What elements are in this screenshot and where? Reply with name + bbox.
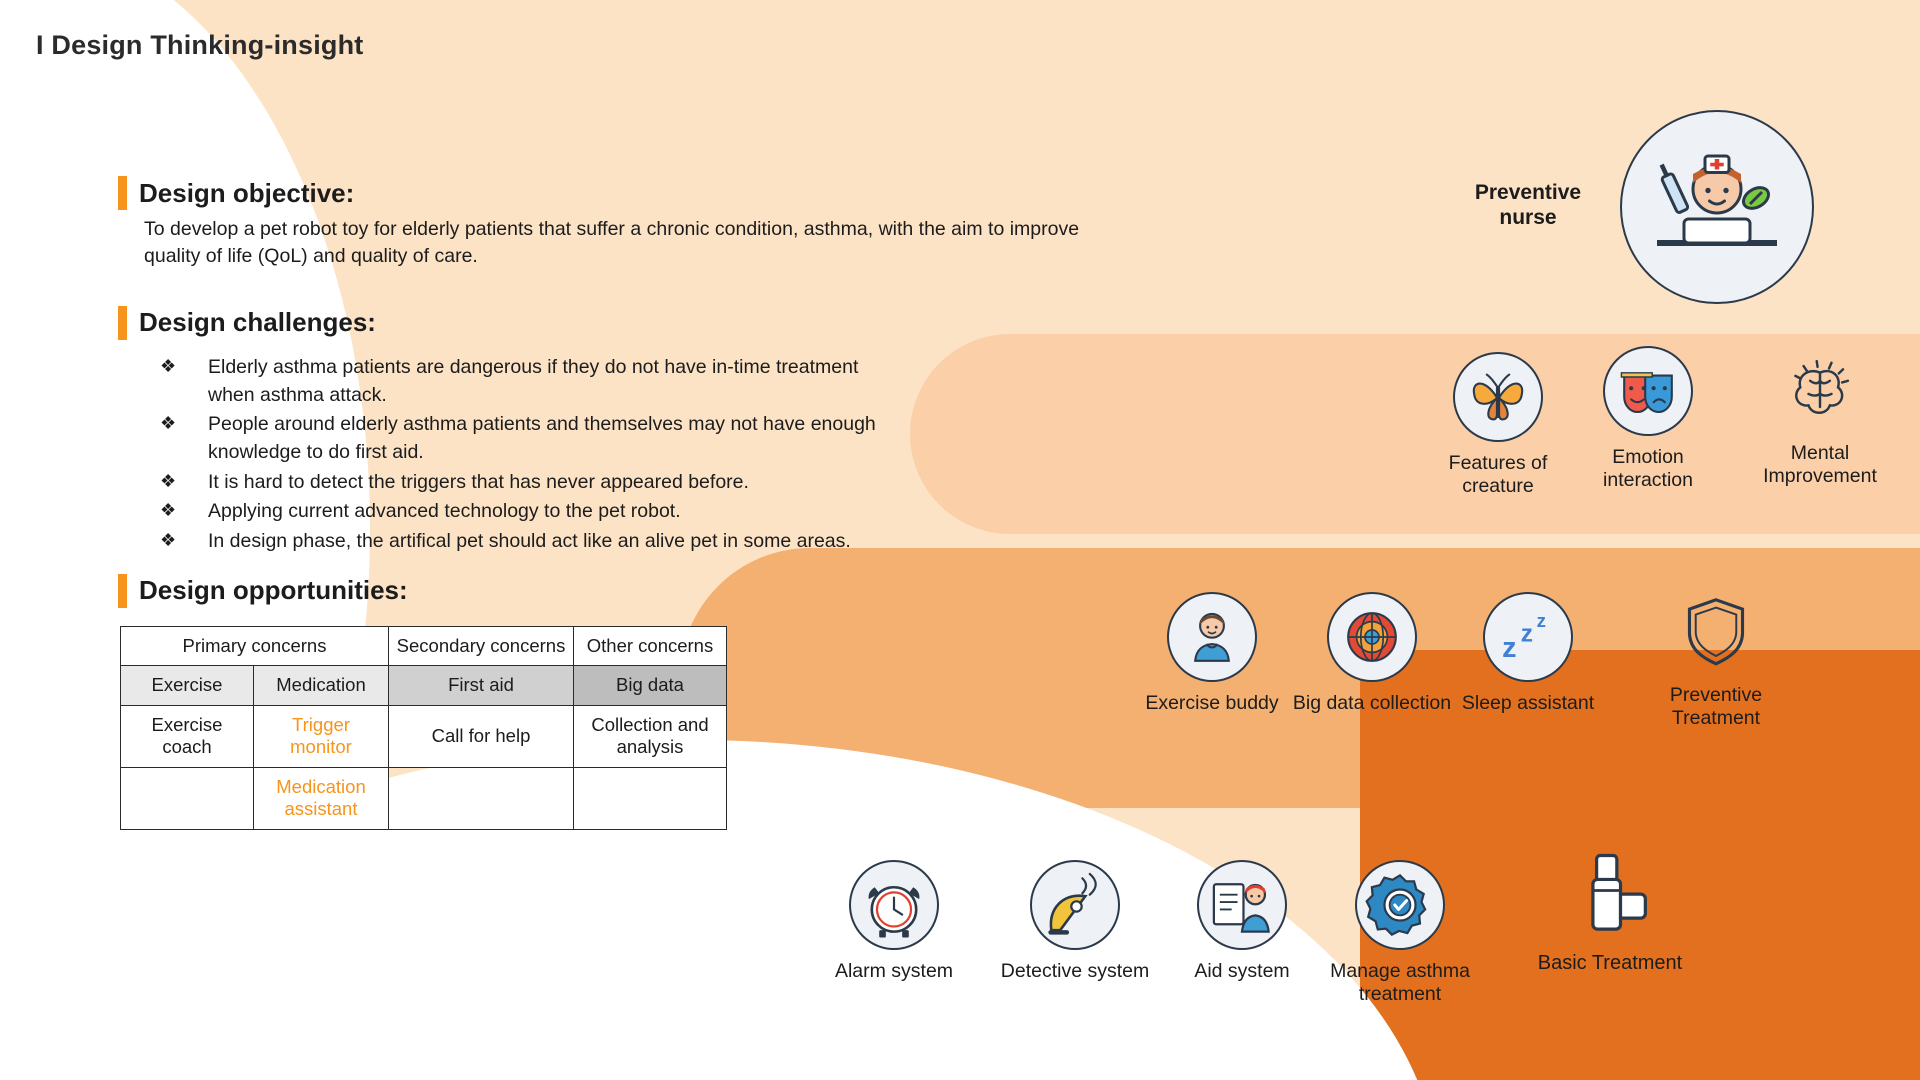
section-header-challenges <box>118 306 1118 340</box>
diamond-bullet-icon: ❖ <box>160 355 177 376</box>
sleep-zzz-icon <box>1483 592 1573 682</box>
nurse-icon <box>1620 110 1814 304</box>
table-header-cell: Primary concerns <box>121 626 389 666</box>
icon-label-basic-treatment: Basic Treatment <box>1537 952 1683 974</box>
icon-item-mental-improvement <box>1740 346 1900 488</box>
list-item-label: In design phase, the artifical pet should act like an alive pet in some areas. <box>208 529 851 552</box>
icon-label: Features of creature <box>1448 452 1548 497</box>
table-row <box>121 767 727 829</box>
icon-label: Manage asthma treatment <box>1330 960 1470 1005</box>
icon-item-sleep-assistant <box>1448 592 1608 715</box>
section-title-opportunities: Design opportunities: <box>139 575 408 606</box>
gear-check-icon <box>1355 860 1445 950</box>
icon-item-big-data-collection <box>1292 592 1452 715</box>
svg-text:z: z <box>1502 632 1517 665</box>
diamond-bullet-icon: ❖ <box>160 470 177 491</box>
icon-item-manage-asthma-treatment <box>1320 860 1480 1006</box>
icon-preventive-nurse <box>1620 110 1814 304</box>
svg-text:z: z <box>1520 620 1534 648</box>
table-cell: Trigger monitor <box>254 705 389 767</box>
section-header-opportunities <box>118 574 1118 608</box>
svg-text:z: z <box>1536 609 1546 631</box>
butterfly-icon <box>1453 352 1543 442</box>
content-left-column <box>118 176 1118 830</box>
accent-bar-icon <box>118 176 127 210</box>
list-item <box>160 469 1118 497</box>
diamond-bullet-icon: ❖ <box>160 529 177 550</box>
icon-label: Mental Improvement <box>1763 442 1877 487</box>
icon-label: Preventive Treatment <box>1669 684 1763 729</box>
shield-icon <box>1673 588 1759 674</box>
page-title: I Design Thinking-insight <box>36 30 364 60</box>
icon-label: Aid system <box>1194 960 1290 982</box>
table-cell: Big data <box>574 666 727 706</box>
diamond-bullet-icon: ❖ <box>160 500 177 521</box>
brain-icon <box>1777 346 1863 432</box>
icon-label: Emotion interaction <box>1603 446 1693 491</box>
list-item-label: Applying current advanced technology to the pet robot. <box>208 500 681 523</box>
table-cell-empty <box>389 767 574 829</box>
section-header-objective <box>118 176 1118 210</box>
icon-label: Big data collection <box>1292 692 1452 714</box>
icon-item-exercise-buddy <box>1132 592 1292 715</box>
icon-label: Sleep assistant <box>1461 692 1595 714</box>
challenges-list <box>160 354 1118 556</box>
table-cell: Medication <box>254 666 389 706</box>
section-title-challenges: Design challenges: <box>139 307 376 338</box>
table-cell: Collection and analysis <box>574 705 727 767</box>
list-item <box>160 528 1118 556</box>
icon-label-preventive-nurse: Preventive nurse <box>1474 181 1582 230</box>
list-item-label: People around elderly asthma patients and themselves may not have enough knowledge to do first aid. <box>208 413 876 463</box>
table-row <box>121 666 727 706</box>
icon-item-alarm-system <box>814 860 974 983</box>
list-item <box>160 498 1118 526</box>
table-cell: Exercise <box>121 666 254 706</box>
icon-label: Detective system <box>1000 960 1150 982</box>
table-cell-empty <box>574 767 727 829</box>
icon-item-basic-treatment <box>1560 848 1670 953</box>
table-header-cell: Other concerns <box>574 626 727 666</box>
list-item-label: Elderly asthma patients are dangerous if they do not have in-time treatment when asthma attack. <box>208 355 859 406</box>
icon-item-emotion-interaction <box>1568 346 1728 492</box>
table-cell-empty <box>121 767 254 829</box>
concerns-table-wrapper <box>120 626 1118 830</box>
table-row <box>121 705 727 767</box>
person-exercise-icon <box>1167 592 1257 682</box>
icon-item-aid-system <box>1162 860 1322 983</box>
section-title-objective: Design objective: <box>139 177 355 208</box>
accent-bar-icon <box>118 306 127 340</box>
accent-bar-icon <box>118 574 127 608</box>
satellite-dish-icon <box>1030 860 1120 950</box>
icon-item-detective-system <box>995 860 1155 983</box>
icon-item-preventive-treatment <box>1636 588 1796 730</box>
list-item <box>160 411 1118 466</box>
table-cell: First aid <box>389 666 574 706</box>
list-item <box>160 354 1118 409</box>
icon-label: Alarm system <box>834 960 954 982</box>
section-body-objective: To develop a pet robot toy for elderly patients that suffer a chronic condition, asthma, with the aim to improve quality of life (QoL) and quality of care. <box>144 218 1080 267</box>
first-aid-person-icon <box>1197 860 1287 950</box>
table-cell: Exercise coach <box>121 705 254 767</box>
diamond-bullet-icon: ❖ <box>160 413 177 434</box>
table-cell: Medication assistant <box>254 767 389 829</box>
list-item-label: It is hard to detect the triggers that has never appeared before. <box>208 470 749 493</box>
concerns-table <box>120 626 727 830</box>
table-row <box>121 626 727 666</box>
table-cell: Call for help <box>389 705 574 767</box>
icon-item-features-of-creature <box>1418 352 1578 498</box>
table-header-cell: Secondary concerns <box>389 626 574 666</box>
theater-masks-icon <box>1603 346 1693 436</box>
icon-label: Exercise buddy <box>1145 692 1279 714</box>
globe-data-icon <box>1327 592 1417 682</box>
alarm-clock-icon <box>849 860 939 950</box>
inhaler-icon <box>1560 848 1670 943</box>
